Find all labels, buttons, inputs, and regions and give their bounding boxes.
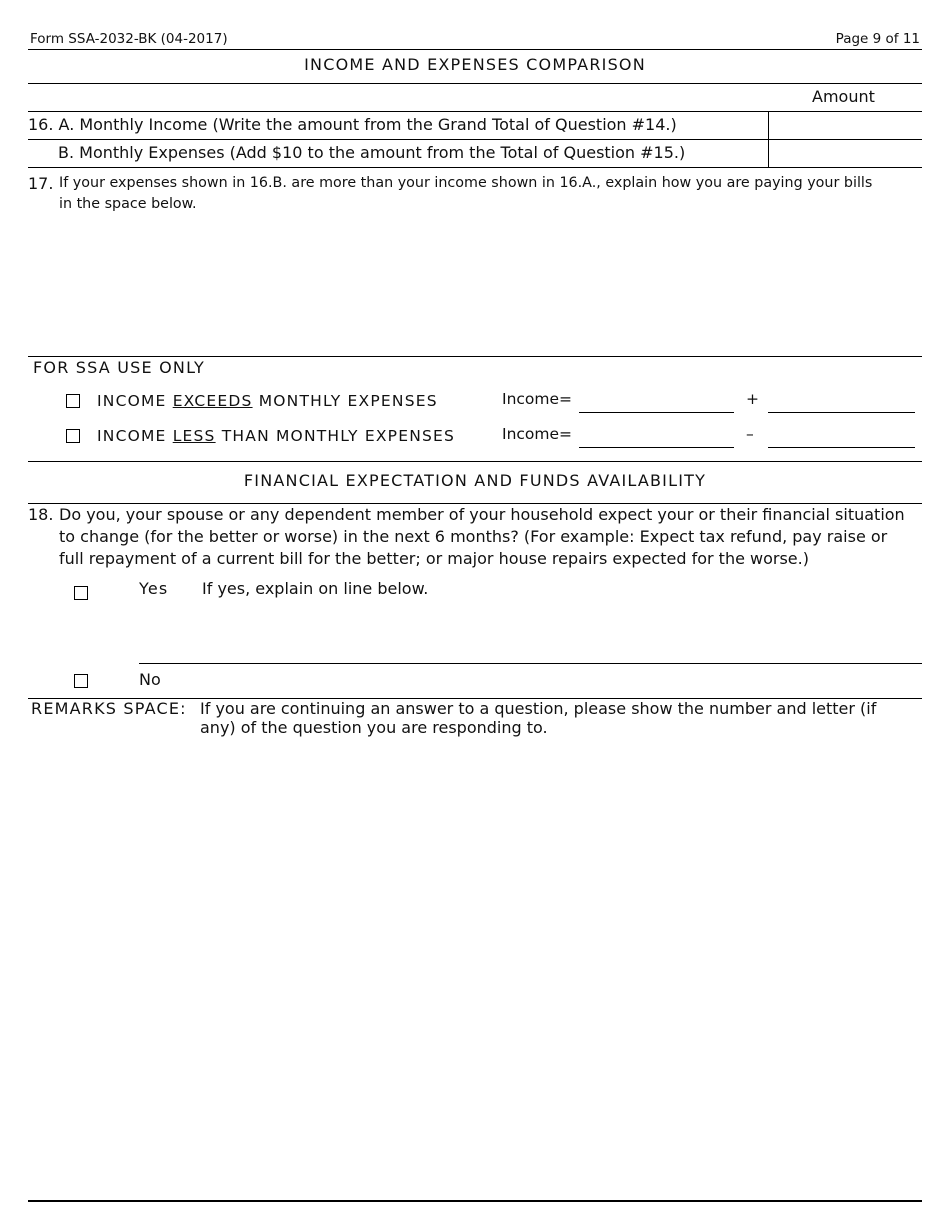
- income-exceeds-checkbox[interactable]: [66, 394, 80, 408]
- income-exceeds-label: [97, 392, 438, 410]
- income-less-checkbox[interactable]: [66, 429, 80, 443]
- exceeds-emphasis: EXCEEDS: [172, 392, 253, 410]
- income-exceeds-income-field[interactable]: [579, 394, 734, 413]
- q18-explanation-input[interactable]: [139, 605, 922, 661]
- income-less-label: [97, 427, 455, 445]
- financial-expectation-title: FINANCIAL EXPECTATION AND FUNDS AVAILABILITY: [243, 471, 707, 490]
- section-rule: [28, 356, 922, 357]
- table-rule: [28, 139, 922, 140]
- section-rule: [28, 503, 922, 504]
- section-rule: [28, 83, 922, 84]
- table-rule: [28, 111, 922, 112]
- income-exceeds-label-post: MONTHLY EXPENSES: [252, 392, 438, 410]
- table-rule: [28, 167, 922, 168]
- income-less-label-pre: INCOME: [97, 427, 173, 445]
- income-less-expenses-field[interactable]: [768, 429, 915, 448]
- income-expenses-title: INCOME AND EXPENSES COMPARISON: [304, 55, 646, 74]
- q18-no-label: No: [139, 670, 161, 689]
- q18-text-line1: Do you, your spouse or any dependent member of your household expect your or their financial situation: [59, 505, 905, 524]
- income-less-income-field[interactable]: [579, 429, 734, 448]
- q17-explanation-input[interactable]: [59, 220, 921, 350]
- page-number: Page 9 of 11: [835, 31, 920, 47]
- q18-no-checkbox[interactable]: [74, 674, 88, 688]
- q16b-label: B. Monthly Expenses (Add $10 to the amount from the Total of Question #15.): [58, 143, 686, 162]
- income-equals-label: Income=: [502, 390, 573, 408]
- monthly-income-amount-input[interactable]: [770, 113, 920, 137]
- minus-sign: –: [746, 425, 754, 443]
- ssa-use-title: FOR SSA USE ONLY: [33, 358, 206, 377]
- q17-text-line1: If your expenses shown in 16.B. are more than your income shown in 16.A., explain how you are paying your bills: [59, 175, 873, 191]
- q18-explanation-line: [139, 663, 922, 664]
- income-exceeds-expenses-field[interactable]: [768, 394, 915, 413]
- amount-column-header: Amount: [812, 87, 875, 106]
- less-emphasis: LESS: [172, 427, 216, 445]
- q18-yes-checkbox[interactable]: [74, 586, 88, 600]
- q18-text-line2: to change (for the better or worse) in the next 6 months? (For example: Expect tax refund, pay raise or: [59, 527, 888, 546]
- q18-yes-label: Yes: [139, 579, 169, 598]
- form-id: Form SSA-2032-BK (04-2017): [30, 31, 228, 47]
- remarks-input[interactable]: [30, 745, 920, 1195]
- income-exceeds-label-pre: INCOME: [97, 392, 173, 410]
- plus-sign: +: [746, 390, 759, 408]
- income-less-label-post: THAN MONTHLY EXPENSES: [215, 427, 456, 445]
- q17-number: 17.: [28, 174, 54, 193]
- income-equals-label: Income=: [502, 425, 573, 443]
- header-rule: [28, 49, 922, 50]
- q18-number: 18.: [28, 505, 54, 524]
- remarks-label: REMARKS SPACE:: [31, 699, 187, 718]
- section-rule: [28, 461, 922, 462]
- monthly-expenses-amount-input[interactable]: [770, 141, 920, 165]
- q18-text-line3: full repayment of a current bill for the better; or major house repairs expected for the worse.): [59, 549, 809, 568]
- q17-text-line2: in the space below.: [59, 196, 197, 212]
- q18-yes-instruction: If yes, explain on line below.: [202, 579, 429, 598]
- remarks-instruction-line1: If you are continuing an answer to a question, please show the number and letter (if: [200, 699, 877, 718]
- q16a-label: 16. A. Monthly Income (Write the amount from the Grand Total of Question #14.): [28, 115, 677, 134]
- remarks-instruction-line2: any) of the question you are responding to.: [200, 718, 548, 737]
- footer-rule: [28, 1200, 922, 1202]
